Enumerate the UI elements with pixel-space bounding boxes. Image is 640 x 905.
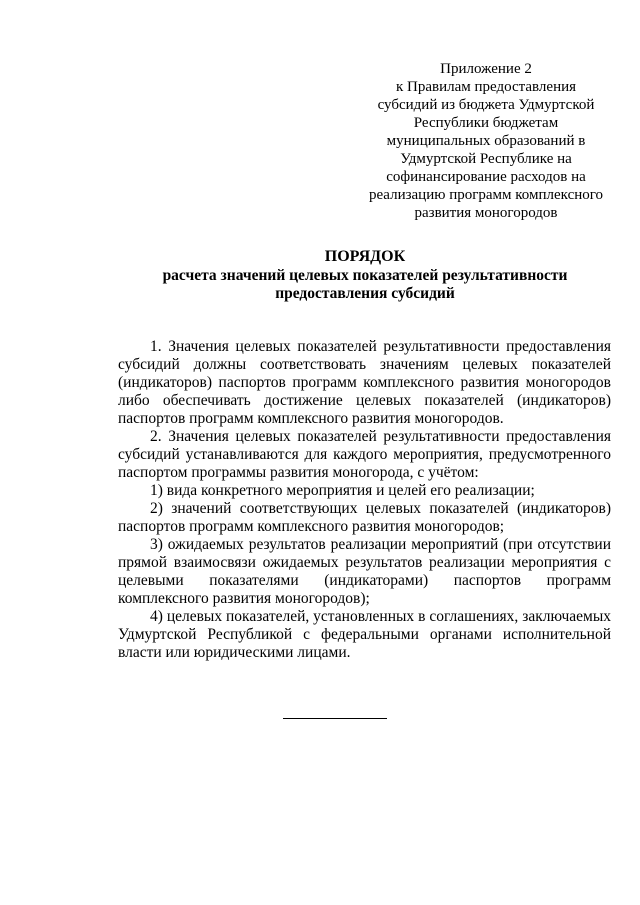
closing-divider <box>283 718 387 719</box>
appendix-line: софинансирование расходов на <box>386 169 586 185</box>
appendix-block <box>350 60 622 222</box>
paragraph-2: 2. Значения целевых показателей результативности предоставления субсидий устанавливаются для каждого мероприятия, предусмотренного паспортом программы развития моногорода, с учётом: <box>118 428 611 481</box>
appendix-line: развития моногородов <box>414 205 558 221</box>
list-item-1: 1) вида конкретного мероприятия и целей его реализации; <box>150 482 535 499</box>
appendix-line: к Правилам предоставления <box>395 79 577 95</box>
list-item-4: 4) целевых показателей, установленных в соглашениях, заключаемых Удмуртской Республикой с федеральными органами исполнительной власти или юридическими лицами. <box>118 608 611 661</box>
document-body <box>118 338 611 662</box>
appendix-line: реализацию программ комплексного <box>368 187 604 203</box>
paragraph-1: 1. Значения целевых показателей результативности предоставления субсидий должны соответствовать значениям целевых показателей (индикаторов) паспортов программ комплексного развития моногородов либо обеспечивать достижение целевых показателей (индикаторов) паспортов программ комплексного развития моногородов. <box>118 338 611 427</box>
appendix-line: Удмуртской Республике на <box>400 151 572 167</box>
document-subtitle-line: предоставления субсидий <box>275 285 455 302</box>
appendix-line: Республики бюджетам <box>413 115 559 131</box>
document-title: ПОРЯДОК <box>324 248 406 265</box>
document-subtitle-line: расчета значений целевых показателей результативности <box>162 267 568 284</box>
appendix-line: муниципальных образований в <box>386 133 586 149</box>
appendix-line: Приложение 2 <box>440 61 532 77</box>
list-item-3: 3) ожидаемых результатов реализации мероприятий (при отсутствии прямой взаимосвязи ожидаемых результатов реализации мероприятия с целевыми показателями (индикаторами) паспортов программ комплексного развития моногородов); <box>118 536 611 607</box>
appendix-line: субсидий из бюджета Удмуртской <box>377 97 595 113</box>
list-item-2: 2) значений соответствующих целевых показателей (индикаторов) паспортов программ комплексного развития моногородов; <box>118 500 611 535</box>
document-heading <box>100 247 630 303</box>
